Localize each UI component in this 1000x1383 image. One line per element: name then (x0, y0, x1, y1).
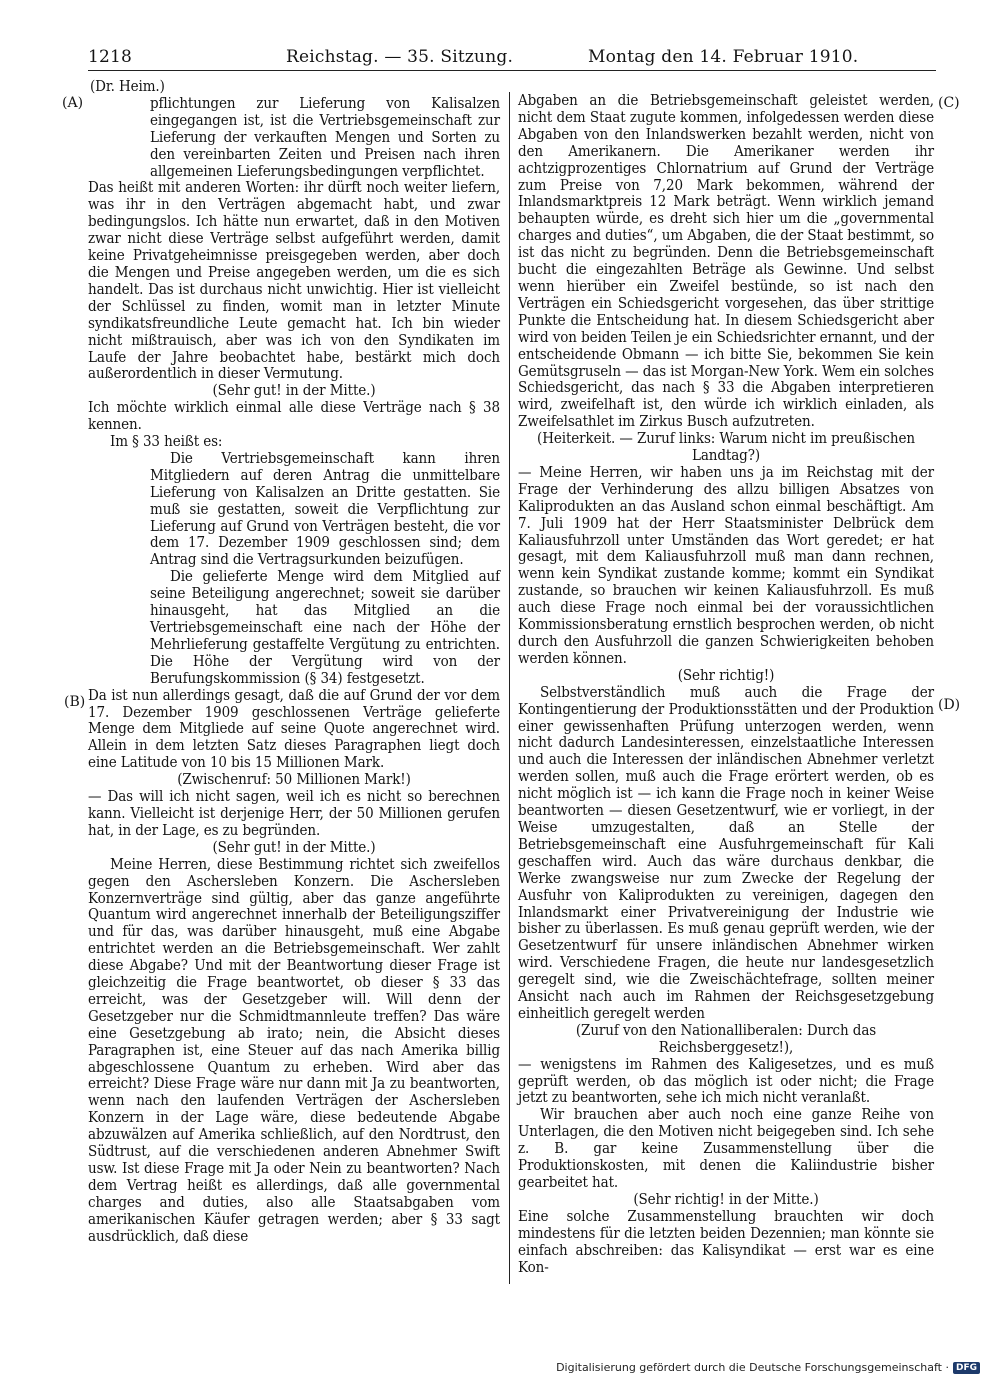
right-column-paragraph: (Zuruf von den Nationalliberalen: Durch das Reichsberggesetz!), (575, 1020, 877, 1056)
session-title: Reichstag. — 35. Sitzung. (286, 47, 514, 67)
left-column-paragraph: (Sehr gut! in der Mitte.) (212, 837, 376, 856)
left-column-paragraph: Das heißt mit anderen Worten: ihr dürft noch weiter liefern, was ihr in den Verträgen abgemacht habt, und zwar bedingungslos. Ich hätte nun erwartet, daß in den Motiven zwar nicht diese Verträge selbst aufgeführt werden, damit keine Privatgeheimnisse preisgegeben werden, aber doch die Mengen und Preise angegeben werden, um die es sich handelt. Das ist durchaus nicht unwichtig. Hier ist vielleicht der Schlüssel zu finden, womit man in letzter Minute syndikatsfreundliche Leute gemacht hat. Ich bin wieder nicht mißtrauisch, aber was ich von den Syndikaten im Laufe der Jahre beobachtet habe, bestärkt mich doch außerordentlich in dieser Vermutung. (88, 178, 500, 383)
header-rule (88, 70, 936, 71)
left-column-paragraph: Ich möchte wirklich einmal alle diese Verträge nach § 38 kennen. (88, 398, 500, 434)
left-column-paragraph: (Zwischenruf: 50 Millionen Mark!) (177, 770, 411, 789)
page-number: 1218 (88, 47, 133, 67)
right-column-paragraph: — wenigstens im Rahmen des Kaligesetzes, und es muß geprüft werden, ob das möglich ist oder nicht; die Frage jetzt zu beantworten, sehe ich mich nicht veranlaßt. (518, 1054, 934, 1107)
left-column-paragraph: — Das will ich nicht sagen, weil ich es nicht so berechnen kann. Vielleicht ist derjenige Herr, der 50 Millionen gerufen hat, in der Lage, es zu begründen. (88, 787, 500, 839)
column-divider (509, 92, 510, 1284)
margin-marker-c: (C) (938, 95, 960, 111)
left-column-paragraph: pflichtungen zur Lieferung von Kalisalzen eingegangen ist, ist die Vertriebsgemeinschaft zur Lieferung der verkauften Mengen und Sorten zu den vereinbarten Zeiten und Preisen nach ihren allgemeinen Lieferungsbedingungen verpflichtet. (150, 93, 500, 180)
right-column-paragraph: Selbstverständlich muß auch die Frage der Kontingentierung der Produktionsstätten und der Produktion einer gewissenhaften Prüfung unterzogen werden, wenn nicht dadurch Landesinteressen, einzelstaatliche Interessen und auch die Interessen der inländischen Abnehmer verletzt werden sollen, muß auch die Frage erörtert werden, ob es nicht möglich ist — ich kann die Frage noch in keiner Weise beantworten — diesen Gesetzentwurf, wie er vorliegt, in der Weise umzugestalten, daß an Stelle der Betriebsgemeinschaft eine Ausfuhrgemeinschaft für Kali geschaffen wird. Auch das wäre durchaus denkbar, die Werke zwangsweise nur zum Zwecke der Regelung der Ausfuhr von Kaliprodukten zu vereinigen, dagegen den Inlandsmarkt einer Privatvereinigung der Industrie wie bisher zu überlassen. Es muß genau geprüft werden, wie der Gesetzentwurf für unsere inländischen Abnehmer wirken wird. Verschiedene Fragen, die heute nur landesgesetzlich geregelt sind, wie die Zweischächtefrage, sollten meiner Ansicht nach auch im Rahmen der Reichsgesetzgebung einheitlich geregelt werden (518, 682, 934, 1022)
footer-credit: Digitalisierung gefördert durch die Deutsche Forschungsgemeinschaft · (556, 1361, 949, 1374)
page-header (88, 46, 928, 72)
session-date: Montag den 14. Februar 1910. (588, 47, 859, 67)
right-column-paragraph: Abgaben an die Betriebsgemeinschaft geleistet werden, nicht dem Staat zugute kommen, infolgedessen werden diese Abgaben von den Inlandswerken bezahlt werden, nicht von den Amerikanern. Die Amerikaner werden ihr achtzigprozentiges Chlornatrium auf Grund der Verträge zum Preise von 7,20 Mark bekommen, während der Inlandsmarktpreis 12 Mark beträgt. Wenn wirklich jemand behaupten würde, es dreht sich hier um die „governmental charges and duties“, um Abgaben, die der Staat bestimmt, so ist das nicht zu begründen. Denn die Betriebsgemeinschaft bucht die eingezahlten Beträge als Gewinne. Und selbst wenn hierüber ein Zweifel bestünde, so ist nach den Verträgen ein Schiedsgericht vorgesehen, das über strittige Punkte die Entscheidung hat. In diesem Schiedsgericht aber wird von beiden Teilen je ein Schiedsrichter ernannt, und der entscheidende Obmann — ich bitte Sie, bekommen Sie kein Gemütsgruseln — das ist Morgan-New York. Wem ein solches Schiedsgericht, das nach § 33 die Abgaben interpretieren wird, zweifelhaft ist, den würde ich wirklich einladen, als Zweifelsathlet im Zirkus Busch aufzutreten. (518, 91, 934, 431)
left-column-paragraph: (Sehr gut! in der Mitte.) (212, 381, 376, 400)
right-column-paragraph: Wir brauchen aber auch noch eine ganze Reihe von Unterlagen, die den Motiven nicht beigegeben sind. Ich sehe z. B. gar keine Zusammenstellung über die Produktionskosten, mit denen die Kaliindustrie bisher gearbeitet hat. (518, 1105, 934, 1191)
left-column-paragraph: Die gelieferte Menge wird dem Mitglied auf seine Beteiligung angerechnet; soweit sie darüber hinausgeht, hat das Mitglied an die Vertriebsgemeinschaft eine nach der Höhe der Mehrlieferung gestaffelte Vergütung zu entrichten. Die Höhe der Vergütung wird von der Berufungskommission (§ 34) festgesetzt. (150, 567, 500, 687)
left-column (88, 78, 500, 1245)
dfg-logo: DFG (953, 1362, 980, 1374)
right-column-paragraph: (Sehr richtig!) (677, 665, 775, 684)
left-column-paragraph: Im § 33 heißt es: (110, 432, 223, 451)
left-column-paragraph: Da ist nun allerdings gesagt, daß die auf Grund der vor dem 17. Dezember 1909 geschlossenen Verträge gelieferte Menge dem Mitgliede auf seine Quote angerechnet wird. Allein in dem letzten Satz dieses Paragraphen liegt doch eine Latitude von 10 bis 15 Millionen Mark. (88, 685, 500, 772)
margin-marker-b: (B) (64, 694, 86, 710)
right-column (518, 92, 934, 1275)
margin-marker-a: (A) (62, 95, 84, 111)
page-footer (556, 1361, 980, 1374)
left-column-paragraph: Die Vertriebsgemeinschaft kann ihren Mitgliedern auf deren Antrag die unmittelbare Lieferung von Kalisalzen an Dritte gestatten. Sie muß sie gestatten, soweit die Verpflichtung zur Lieferung auf Grund von Verträgen besteht, die vor dem 17. Dezember 1909 geschlossen sind; dem Antrag sind die Vertragsurkunden beizufügen. (150, 448, 500, 569)
right-column-paragraph: Eine solche Zusammenstellung brauchten wir doch mindestens für die letzten beiden Dezennien; man könnte sie einfach abschreiben: das Kalisyndikat — erst war es eine Kon- (518, 1206, 934, 1276)
left-column-paragraph: Meine Herren, diese Bestimmung richtet sich zweifellos gegen den Aschersleben Konzern. Die Aschersleben Konzernverträge sind gültig, aber das ganze angeführte Quantum wird angerechnet innerhalb der Beteiligungsziffer und für das, was darüber hinausgeht, muß eine Abgabe entrichtet werden an die Betriebsgemeinschaft. Wer zahlt diese Abgabe? Und mit der Beantwortung dieser Frage ist gleichzeitig die Frage beantwortet, ob dieser § 33 das erreicht, was der Gesetzgeber will. Will denn der Gesetzgeber nur die Schmidtmannleute treffen? Das wäre eine Gesetzgebung ab irato; nein, die Absicht dieses Paragraphen ist, eine Steuer auf das nach Amerika billig abgeschlossene Quantum zu erheben. Wird aber das erreicht? Diese Frage wäre nur dann mit Ja zu beantworten, wenn nach den laufenden Verträgen der Aschersleben Konzern in der Lage wäre, diese bedeutende Abgabe abzuwälzen auf Amerika schließlich, auf den Nordtrust, den Südtrust, auf die verschiedenen anderen Abnehmer Swift usw. Ist diese Frage mit Ja oder Nein zu beantworten? Nach dem Vertrag heißt es allerdings, daß alle governmental charges and duties, also alle Staatsabgaben vom amerikanischen Käufer getragen werden; aber § 33 sagt ausdrücklich, daß diese (88, 854, 500, 1245)
margin-marker-d: (D) (938, 697, 961, 713)
right-column-paragraph: — Meine Herren, wir haben uns ja im Reichstag mit der Frage der Verhinderung des allzu billigen Absatzes von Kaliprodukten an das Ausland schon einmal beschäftigt. Am 7. Juli 1909 hat der Herr Staatsminister Delbrück dem Kaliausfuhrzoll unter Umständen das Wort geredet; er hat gesagt, mit dem Kaliausfuhrzoll muß man dann rechnen, wenn kein Syndikat zustande komme; kommt ein Syndikat zustande, so brauchen wir keinen Kaliausfuhrzoll. Es muß auch diese Frage noch einmal bei der voraussichtlichen Kommissionsberatung ernstlich besprochen werden, ob nicht durch den Ausfuhrzoll die ganzen Schwierigkeiten behoben werden können. (518, 462, 934, 667)
right-column-paragraph: (Sehr richtig! in der Mitte.) (633, 1189, 819, 1208)
right-column-paragraph: (Heiterkeit. — Zuruf links: Warum nicht im preußischen Landtag?) (537, 429, 915, 465)
left-column-paragraph: (Dr. Heim.) (90, 77, 165, 95)
